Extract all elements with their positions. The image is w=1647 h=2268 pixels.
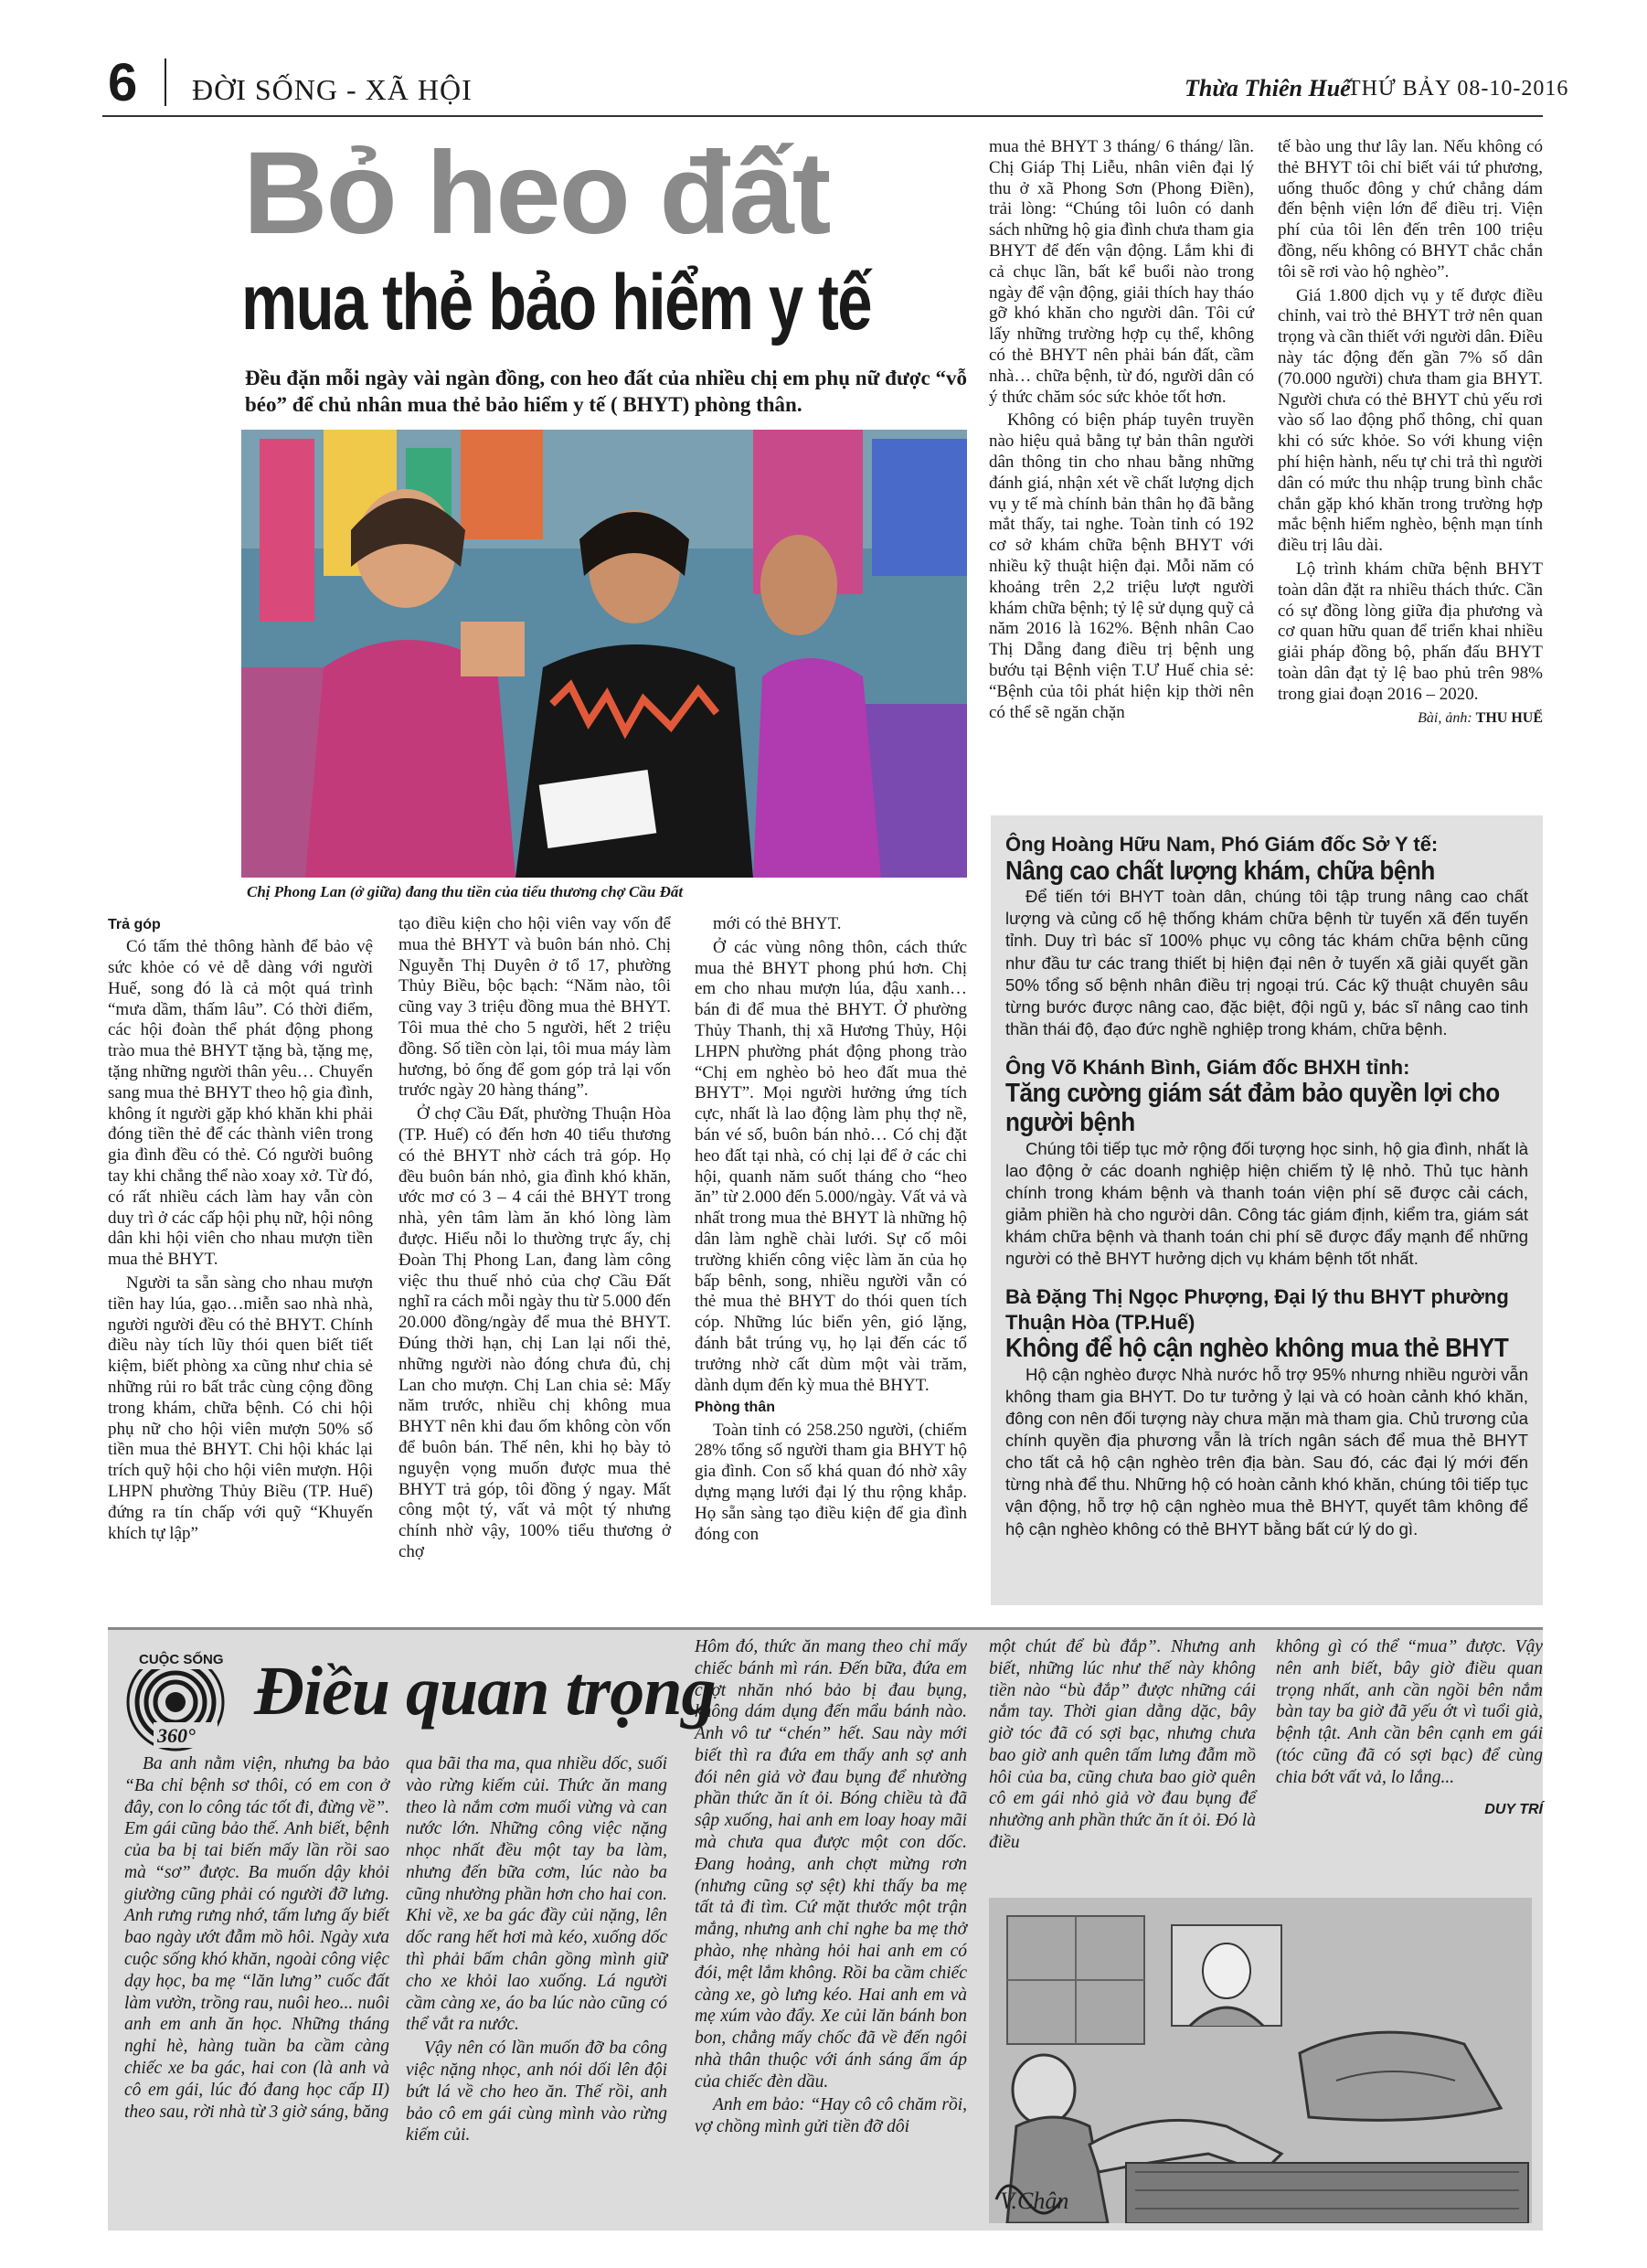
article-column-4: [989, 137, 1254, 726]
spiral-logo-icon: [119, 1642, 247, 1755]
market-photo: [241, 430, 967, 878]
subhead-tra-gop: Trả góp: [108, 917, 161, 932]
opinion-sidebox: [991, 815, 1543, 1605]
story-column-2: [406, 1753, 667, 2148]
opinion-2-body: Chúng tôi tiếp tục mở rộng đối tượng học sinh, hộ gia đình, nhất là lao động ở các doanh nghiệp hiện chiếm tỷ lệ nhỏ. Thủ tục hành chính trong khám bệnh và thanh toán viện phí sẽ được cải cách, giảm phiền hà cho người dân. Công tác giám định, kiểm tra, giám sát khám chữa bệnh và thanh toán chi phí sẽ được đẩy mạnh để những người có thẻ BHYT hưởng dịch vụ khám bệnh tốt nhất.: [1005, 1139, 1528, 1269]
story-paragraph: không gì có thể “mua” được. Vậy nên anh biết, bây giờ điều quan trọng nhất, anh cần ngồi bên nắm bàn tay ba giờ đã yếu ớt vì tuổi già, bệnh tật. Anh cần bên cạnh em gái (tóc cũng đã có sợi bạc) để cùng chia bớt vất vả, lo lắng...: [1276, 1637, 1543, 1787]
page-number: 6: [108, 53, 138, 112]
opinion-2-speaker: Ông Võ Khánh Bình, Giám đốc BHXH tỉnh:: [1005, 1055, 1410, 1079]
story-paragraph: một chút để bù đắp”. Nhưng anh biết, những lúc như thế này không tiền nào “bù đắp” được những cái nắm tay. Thời gian dằng dặc, bây giờ tóc đã có sợi bạc, nhưng chưa bao giờ anh quên tấm lưng đẫm mồ hôi của ba, cũng chưa bao giờ quên cô em gái nhỏ giả vờ đau bụng để nhường anh phần thức ăn ít ỏi. Đó là điều: [989, 1637, 1256, 1853]
opinion-1-speaker: Ông Hoàng Hữu Nam, Phó Giám đốc Sở Y tế:: [1005, 833, 1439, 856]
newspaper-name: Thừa Thiên Huế: [1185, 75, 1351, 101]
article-column-3: [695, 914, 967, 1548]
opinion-1-headline: Nâng cao chất lượng khám, chữa bệnh: [1005, 856, 1435, 886]
opinion-3-body: Hộ cận nghèo được Nhà nước hỗ trợ 95% nhưng nhiều người vẫn không tham gia BHYT. Do tư tưởng ỷ lại và có hoàn cảnh khó khăn, đông con nên đối tượng này chưa mặn mà tham gia. Chủ trương của chính quyền địa phương vẫn là trích ngân sách để mua thẻ BHYT cho tất cả hộ cận nghèo trên địa bàn. Sau đó, các đại lý mới đến từng nhà để thu. Những hộ có hoàn cảnh khó khăn, chúng tôi tiếp tục vận động, hỗ trợ hộ cận nghèo mua thẻ BHYT, quyết tâm không để hộ cận nghèo không có thẻ BHYT bằng bất cứ lý do gì.: [1005, 1365, 1528, 1539]
paragraph: Ở chợ Cầu Đất, phường Thuận Hòa (TP. Huế) có đến hơn 40 tiểu thương có thẻ BHYT nhờ cách trả góp. Họ đều buôn bán nhỏ, gia đình khó khăn, ước mơ có 3 – 4 cái thẻ BHYT trong nhà, yên tâm làm ăn khó lòng làm được. Hiểu nỗi lo thường trực ấy, chị Đoàn Thị Phong Lan, đang làm công việc thu thuế nhỏ của chợ Cầu Đất nghĩ ra cách mỗi ngày thu từ 5.000 đến 20.000 đồng/ngày để mua thẻ BHYT. Đúng thời hạn, chị Lan lại nối thẻ, những người nào đóng chưa đủ, chị Lan cho mượn. Chị Lan chia sẻ: Mấy năm trước, nhiều chị không mua BHYT nên khi đau ốm không còn vốn để buôn bán. Thế nên, khi họ bày tỏ nguyện vọng muốn được mua thẻ BHYT trả góp, tôi đồng ý ngay. Mất công một tý, vất vả một tý nhưng chính nhờ vậy, 100% tiểu thương ở chợ: [398, 1104, 671, 1561]
article-lead: Đều đặn mỗi ngày vài ngàn đồng, con heo đất của nhiều chị em phụ nữ được “vỗ béo” để chủ nhân mua thẻ bảo hiểm y tế ( BHYT) phòng thân.: [245, 367, 967, 416]
story-paragraph: Ba anh nằm viện, nhưng ba bảo “Ba chỉ bệnh sơ thôi, có em con ở đây, con lo công tác tốt đi, đừng về”. Em gái cũng bảo thế. Anh biết, bệnh của ba bị tai biến mấy lần rồi sao mà “sơ” được. Ba muốn dậy khỏi giường cũng phải có người đỡ lưng. Anh rưng rưng nhớ, tấm lưng ấy biết bao ngày ướt đẫm mồ hôi. Ngày xưa cuộc sống khó khăn, ngoài công việc dạy học, ba mẹ “lăn lưng” cuốc đất làm vườn, trồng rau, nuôi heo... nuôi anh em anh ăn học. Những tháng nghỉ hè, hàng tuần ba cầm càng chiếc xe ba gác, hai con (là anh và cô em gái, lúc đó đang học cấp II) theo sau, rời nhà từ 3 giờ sáng, băng: [124, 1754, 389, 2122]
story-column-5: [1276, 1636, 1543, 1819]
byline-author: THU HUẾ: [1475, 709, 1543, 726]
opinion-3-speaker: Bà Đặng Thị Ngọc Phượng, Đại lý thu BHYT phường Thuận Hòa (TP.Huế): [1005, 1285, 1509, 1334]
photo-illustration: [241, 430, 967, 878]
story-author: DUY TRÍ: [1484, 1802, 1543, 1818]
opinion-1-body: Để tiến tới BHYT toàn dân, chúng tôi tập trung nâng cao chất lượng và củng cố hệ thống khám chữa bệnh từ tuyến xã đến tuyến tỉnh. Duy trì bác sĩ 100% phục vụ công tác khám chữa bệnh cũng như đầu tư các trang thiết bị hiện đại nên ở tuyến xã giải quyết gần 50% tổng số bệnh nhân điều trị ngoại trú. Các kỹ thuật chuyên sâu từng bước được nâng cao, đặc biệt, đội ngũ y, bác sĩ nâng cao tinh thần thái độ, đạo đức nghề nghiệp trong khám, chữa bệnh.: [1005, 887, 1528, 1038]
story-title: Điều quan trọng: [254, 1653, 716, 1730]
article-column-5: [1278, 137, 1543, 727]
section-name: ĐỜI SỐNG - XÃ HỘI: [192, 73, 473, 106]
story-sketch-illustration: [989, 1898, 1532, 2223]
story-column-4: [989, 1636, 1256, 1856]
story-paragraph: qua bãi tha ma, qua nhiều dốc, suối vào rừng kiếm củi. Thức ăn mang theo là nắm cơm muối vừng và can nước lớn. Những công việc nặng nhọc nhất đều một tay ba làm, nhưng đến bữa cơm, lúc nào ba cũng nhường phần hơn cho hai con. Khi về, xe ba gác đầy củi nặng, lên dốc rang hết hơi mà kéo, xuống dốc thì phải bấm chân gồng mình giữ cho xe khỏi lao xuống. Lá người cầm càng xe, áo ba lúc nào cũng có thể vắt ra nước.: [406, 1754, 667, 2035]
paragraph: Không có biện pháp tuyên truyền nào hiệu quả bằng tự bản thân người dân thông tin cho nhau bằng những đánh giá, nhận xét về chất lượng dịch vụ y tế mà chính bản thân họ đã bằng mắt thấy, tai nghe. Toàn tỉnh có 192 cơ sở khám chữa bệnh BHYT với nhiều kỹ thuật hiện đại. Mỗi năm có khoảng trên 2,2 triệu lượt người khám chữa bệnh; tỷ lệ sử dụng quỹ cả năm 2016 là 162%. Bệnh nhân Cao Thị Dẵng đang điều trị bệnh ung bướu tại Bệnh viện T.Ư Huế chia sẻ: “Bệnh của tôi phát hiện kịp thời nên có thể sẽ ngăn chặn: [989, 410, 1254, 722]
issue-date: THỨ BẢY 08-10-2016: [1347, 77, 1569, 101]
paragraph: mới có thẻ BHYT.: [713, 914, 842, 933]
story-paragraph: Hôm đó, thức ăn mang theo chỉ mấy chiếc bánh mì rán. Đến bữa, đứa em chợt nhăn nhó bảo bị đau bụng, không dám dụng đến mẩu bánh nào. Anh vô tư “chén” hết. Sau này mới biết thì ra đứa em thấy anh sợ anh đói nên giả vờ đau bụng để nhường phần thức ăn ít ỏi. Bóng chiều tà đã sập xuống, hai anh em loay hoay mãi mà chưa qua được một con dốc. Đang hoảng, anh chợt mừng rơn (nhưng cũng sợ sệt) khi thấy ba mẹ tất tả đi tìm. Cứ mặt thước một trận mắng, nhưng anh chỉ nghe ba mẹ thở phào, nhẹ nhàng hỏi hai anh em có đói, mệt lắm không. Rồi ba cầm chiếc càng xe, gò lưng kéo. Hai anh em và mẹ xúm vào đẩy. Xe củi lăn bánh bon bon, chẳng mấy chốc đã về đến ngôi nhà thân thuộc với ánh sáng ấm áp của chiếc đèn dầu.: [695, 1637, 967, 2092]
subhead-phong-than: Phòng thân: [695, 1400, 775, 1416]
headline-line-1: Bỏ heo đất: [243, 128, 830, 259]
article-column-2: [398, 914, 671, 1566]
photo-caption: Chị Phong Lan (ở giữa) đang thu tiền của tiểu thương chợ Cầu Đất: [247, 883, 684, 900]
story-paragraph: Vậy nên có lần muốn đỡ ba công việc nặng nhọc, anh nói dối lên đội bứt lá về cho heo ăn. Thế rồi, anh bảo cô em gái cùng mình vào rừng kiếm củi.: [406, 2039, 667, 2146]
paragraph: Toàn tỉnh có 258.250 người, (chiếm 28% tổng số người tham gia BHYT hộ gia đình. Con số khá quan đó nhờ xây dựng mạng lưới đại lý thu rộng khắp. Họ sẵn sàng tạo điều kiện để gia đình đóng con: [695, 1420, 967, 1544]
sketch-drawing: [989, 1898, 1532, 2223]
paragraph: Ở các vùng nông thôn, cách thức mua thẻ BHYT phong phú hơn. Chị em cho nhau mượn lúa, đậu xanh… bán đi để mua thẻ BHYT. Ở phường Thủy Thanh, thị xã Hương Thủy, Hội LHPN phường phát động phong trào “Chị em nghèo bỏ heo đất mua thẻ BHYT”. Mọi người hưởng ứng tích cực, nhất là lao động làm phụ thợ nề, bán vé số, buôn bán nhỏ… Có chị đặt heo đất tại nhà, có chị lại để ở các chi hội, quanh năm suốt tháng cho “heo ăn” từ 2.000 đến 5.000/ngày. Vất vả và nhất trong mua thẻ BHYT là những hộ dân làm nghề chài lưới. Sự cố môi trường khiến công việc làm ăn của họ bấp bênh, song, nhiều người vẫn có thẻ mua thẻ BHYT do thói quen tích cóp. Những lúc biển yên, gió lặng, đánh bắt trúng vụ, họ lại đến các tổ trưởng nhờ cất dùm một vài trăm, dành dụm đến kỳ mua thẻ BHYT.: [695, 937, 967, 1395]
header-rule: [102, 115, 1543, 117]
cuoc-song-360-logo: [119, 1642, 247, 1755]
opinion-2-headline: Tăng cường giám sát đảm bảo quyền lợi cho người bệnh: [1005, 1079, 1500, 1138]
paragraph: Lộ trình khám chữa bệnh BHYT toàn dân đặt ra nhiều thách thức. Cần có sự đồng lòng giữa địa phương và cơ quan hữu quan để triển khai nhiều giải pháp đồng bộ, phấn đấu BHYT toàn dân đạt tỷ lệ bao phủ trên 98% trong giai đoạn 2016 – 2020.: [1278, 559, 1543, 704]
header-divider: [165, 59, 166, 106]
byline-label: Bài, ảnh:: [1418, 709, 1476, 726]
headline-line-2: mua thẻ bảo hiểm y tế: [241, 259, 871, 346]
paragraph: tạo điều kiện cho hội viên vay vốn để mua thẻ BHYT và buôn bán nhỏ. Chị Nguyễn Thị Duyên ở tổ 17, phường Thủy Biều, bộc bạch: “Năm nào, tôi cũng vay 3 triệu đồng mua thẻ BHYT. Tôi mua thẻ cho 5 người, hết 2 triệu đồng. Số tiền còn lại, tôi mua máy làm hương, bỏ ống để gom góp trả lại vốn trước ngày 20 hàng tháng”.: [398, 914, 671, 1101]
logo-text: CUỘC SỐNG: [139, 1652, 224, 1667]
story-column-1: [124, 1753, 389, 2124]
paragraph: tế bào ung thư lây lan. Nếu không có thẻ BHYT tôi chỉ biết vái tứ phương, uống thuốc đông y chứ chẳng dám đến bệnh viện lớn để điều trị. Viện phí của tôi lên đến trên 100 triệu đồng, nếu không có BHYT chắc chắn tôi sẽ rơi vào hộ nghèo”.: [1278, 137, 1543, 282]
story-paragraph: Anh em bảo: “Hay cô cô chăm rồi, vợ chồng mình gửi tiền đỡ dôi: [695, 2095, 967, 2137]
logo-number: 360°: [157, 1724, 196, 1747]
paragraph: Có tấm thẻ thông hành để bảo vệ sức khỏe có vẻ dễ dàng với người Huế, song đó là cả một quá trình “mưa dầm, thấm lâu”. Có thời điểm, các hội đoàn thể phát động phong trào mua thẻ BHYT tặng bà, tặng mẹ, tặng những người thân yêu… Chuyển sang mua thẻ BHYT theo hộ gia đình, không ít người gặp khó khăn khi phải đóng tiền thẻ để các thành viên trong gia đình đều có thẻ. Có người buông tay khi chẳng thể nào xoay xở. Từ đó, có rất nhiều cách làm hay vẫn còn duy trì ở các cấp hội phụ nữ, hội nông dân khi hội viên cho nhau mượn tiền mua thẻ BHYT.: [108, 937, 373, 1270]
paragraph: Người ta sẵn sàng cho nhau mượn tiền hay lúa, gạo…miễn sao nhà nhà, người người đều có thẻ BHYT. Chính điều này tích lũy thói quen biết tiết kiệm, biết phòng xa cũng như chia sẻ những rủi ro bất trắc cùng cộng đồng trong khám, chữa bệnh. Có chi hội phụ nữ cho hội viên mượn 50% số tiền mua thẻ BHYT. Chi hội khác lại trích quỹ hội cho hội viên mượn. Hội LHPN phường Thủy Biều (TP. Huế) đứng ra tín chấp với quỹ “Khuyến khích tự lập”: [108, 1272, 373, 1543]
article-byline: [1278, 709, 1543, 727]
artist-signature: V.Chân: [1000, 2188, 1069, 2214]
opinion-3-headline: Không để hộ cận nghèo không mua thẻ BHYT: [1005, 1334, 1509, 1364]
story-column-3: [695, 1636, 967, 2140]
article-column-1: [108, 914, 373, 1547]
paragraph: mua thẻ BHYT 3 tháng/ 6 tháng/ lần. Chị Giáp Thị Liễu, nhân viên đại lý thu ở xã Phong Sơn (Phong Điền), trải lòng: “Chúng tôi luôn có danh sách những hộ gia đình chưa tham gia BHYT để đến vận động. Lắm khi đi cả chục lần, bất kể buổi nào trong ngày để vận động, giải thích hay tháo gỡ khó khăn cho người dân. Tôi cứ lấy những trường hợp cụ thể, không có thẻ BHYT nên phải bán đất, cầm nhà… chữa bệnh, từ đó, người dân có ý thức chăm sóc sức khỏe tốt hơn.: [989, 137, 1254, 407]
paragraph: Giá 1.800 dịch vụ y tế được điều chỉnh, vai trò thẻ BHYT trở nên quan trọng và cần thiết với người dân. Điều này tác động đến gần 7% số dân (70.000 người) chưa tham gia BHYT. Người chưa có thẻ BHYT chủ yếu rơi vào số lao động phổ thông, chỉ quan khi có sức khỏe. So với khung viện phí hiện hành, nếu tự chi trả thì người dân có mức thu nhập trung bình chắc chắn gặp khó khăn trong trường hợp mắc bệnh hiểm nghèo, bệnh mạn tính điều trị lâu dài.: [1278, 285, 1543, 556]
